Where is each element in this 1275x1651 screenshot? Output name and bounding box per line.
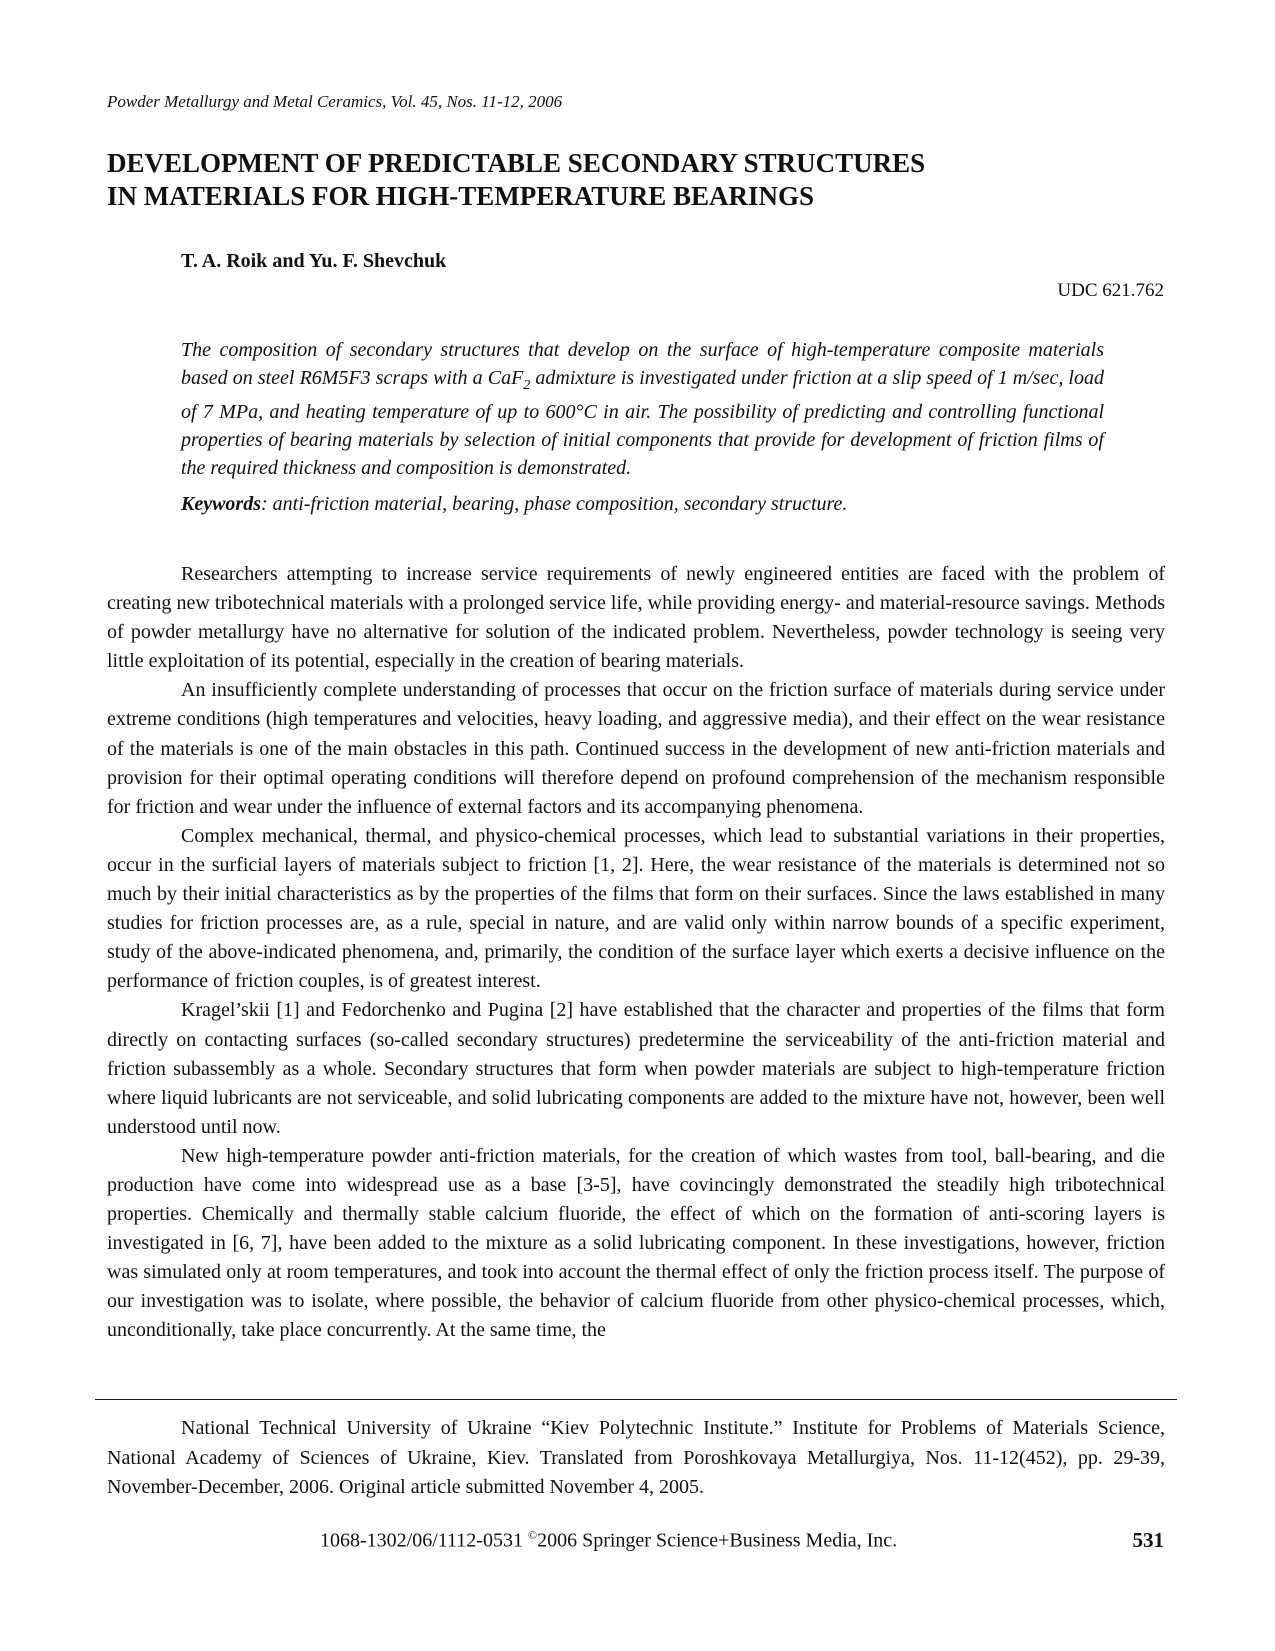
paragraph: Researchers attempting to increase service requirements of newly engineered entities are faced with the problem of creating new tribotechnical materials with a prolonged service life, while providing energy- and material-resource savings. Methods of powder metallurgy have no alternative for solution of the indicated problem. Nevertheless, powder technology is seeing very little exploitation of its potential, especially in the creation of bearing materials.	[107, 563, 1165, 673]
keywords	[181, 493, 847, 516]
paragraph: Kragel’skii [1] and Fedorchenko and Pugina [2] have established that the character and properties of the films that form directly on contacting surfaces (so-called secondary structures) predetermine the serviceability of the anti-friction material and friction subassembly as a whole. Secondary structures that form when powder materials are subject to high-temperature friction where liquid lubricants are not serviceable, and solid lubricating components are added to the mixture have not, however, been well understood until now.	[107, 999, 1165, 1138]
issn-code: 1068-1302/06/1112-0531	[320, 1529, 528, 1552]
keywords-label: Keywords	[181, 493, 261, 515]
footnote-divider	[95, 1399, 1177, 1400]
body-text	[107, 560, 1165, 1346]
abstract	[181, 337, 1104, 483]
abstract-text: admixture is investigated under friction at a slip speed of 1 m/sec, load of 7 MPa, and heating temperature of up to 600°C in air. The possibility of predicting and controlling functional properties of bearing materials by selection of initial components that provide for development of friction films of the required thickness and composition is demonstrated.	[181, 366, 1104, 480]
paragraph: Complex mechanical, thermal, and physico-chemical processes, which lead to substantial variations in their properties, occur in the surficial layers of materials subject to friction [1, 2]. Here, the wear resistance of the materials is determined not so much by their initial characteristics as by the properties of the films that form on their surfaces. Since the laws established in many studies for friction processes are, as a rule, special in nature, and are valid only within narrow bounds of a specific experiment, study of the above-indicated phenomena, and, primarily, the condition of the surface layer which exerts a decisive influence on the performance of friction couples, is of greatest interest.	[107, 824, 1165, 993]
page-number: 531	[1132, 1528, 1164, 1552]
article-title	[107, 147, 1167, 213]
publisher: 2006 Springer Science+Business Media, Inc.	[537, 1529, 898, 1552]
title-line: IN MATERIALS FOR HIGH-TEMPERATURE BEARINGS	[107, 181, 815, 211]
paragraph: New high-temperature powder anti-friction materials, for the creation of which wastes from tool, ball-bearing, and die production have come into widespread use as a base [3-5], have covincingly demonstrated the steadily high tribotechnical properties. Chemically and thermally stable calcium fluoride, the effect of which on the formation of anti-scoring layers is investigated in [6, 7], have been added to the mixture as a solid lubricating component. In these investigations, however, friction was simulated only at room temperatures, and took into account the thermal effect of only the friction process itself. The purpose of our investigation was to isolate, where possible, the behavior of calcium fluoride from other physico-chemical processes, which, unconditionally, take place concurrently. At the same time, the	[107, 1144, 1165, 1342]
udc-code: UDC 621.762	[1057, 280, 1164, 301]
copyright-symbol: ©	[527, 1528, 538, 1542]
keywords-text: : anti-friction material, bearing, phase composition, secondary structure.	[261, 493, 848, 515]
journal-header: Powder Metallurgy and Metal Ceramics, Vol. 45, Nos. 11-12, 2006	[107, 92, 563, 111]
abstract-subscript: 2	[523, 377, 531, 393]
authors: T. A. Roik and Yu. F. Shevchuk	[181, 250, 447, 272]
abstract-text: The composition of secondary structures that develop on the surface of high-temperature composite materials based on steel R6M5F3 scraps with a CaF	[181, 339, 1104, 389]
title-line: DEVELOPMENT OF PREDICTABLE SECONDARY STRUCTURES	[107, 148, 926, 178]
affiliation-note: National Technical University of Ukraine “Kiev Polytechnic Institute.” Institute for Problems of Materials Science, National Academy of Sciences of Ukraine, Kiev. Translated from Poroshkovaya Metallurgiya, Nos. 11-12(452), pp. 29-39, November-December, 2006. Original article submitted November 4, 2005.	[107, 1417, 1165, 1498]
footer-citation	[320, 1528, 897, 1553]
paragraph: An insufficiently complete understanding of processes that occur on the friction surface of materials during service under extreme conditions (high temperatures and velocities, heavy loading, and aggressive media), and their effect on the wear resistance of the materials is one of the main obstacles in this path. Continued success in the development of new anti-friction materials and provision for their optimal operating conditions will therefore depend on profound comprehension of the mechanism responsible for friction and wear under the influence of external factors and its accompanying phenomena.	[107, 679, 1165, 818]
